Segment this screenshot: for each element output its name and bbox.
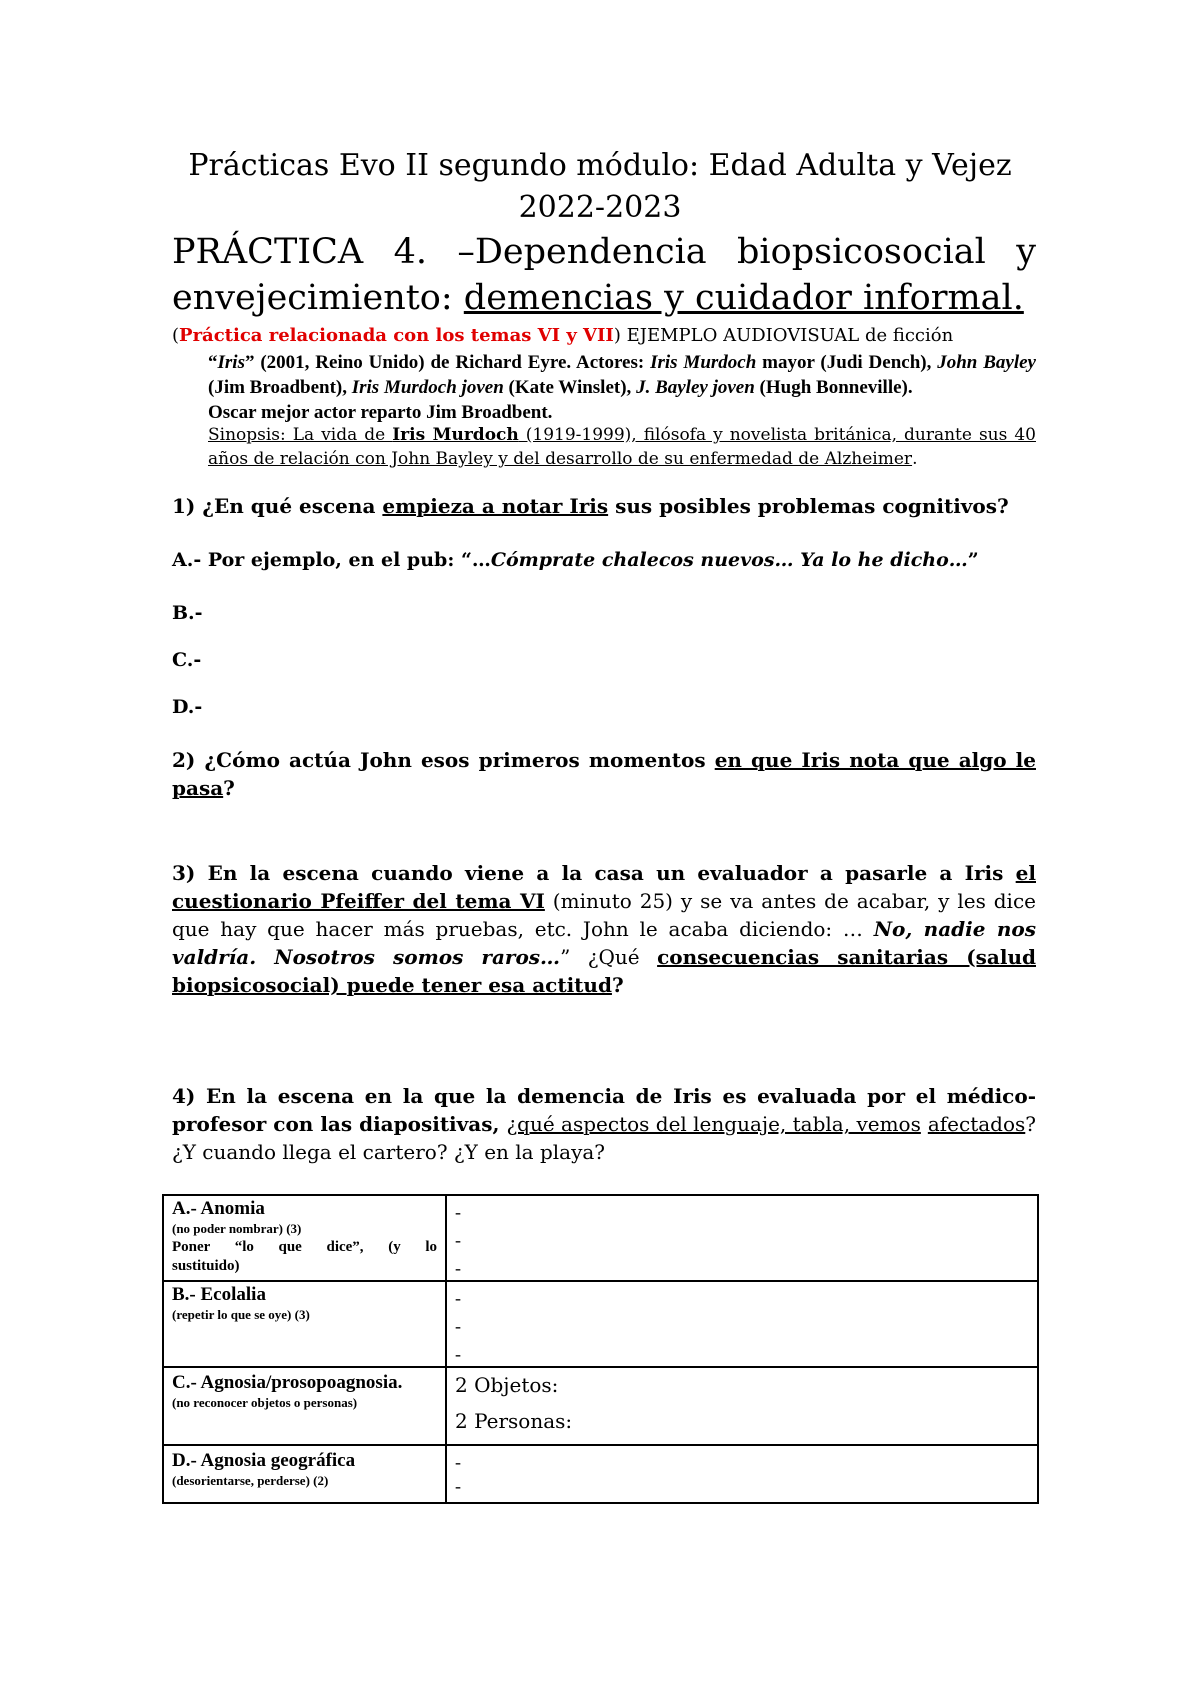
synopsis-period: . xyxy=(912,449,918,469)
question-underlined: el cuestionario Pfeiffer del tema VI xyxy=(172,861,1036,913)
language-aspects-table xyxy=(162,1194,1039,1504)
value-line: - xyxy=(455,1316,461,1336)
course-year: 2022-2023 xyxy=(518,190,682,225)
row-note: sustituido) xyxy=(172,1258,240,1274)
practice-title: PRÁCTICA 4. –Dependencia biopsicosocial y xyxy=(172,232,1036,272)
question-text: 2) ¿Cómo actúa John esos primeros momentos xyxy=(172,748,715,772)
table-row xyxy=(163,1281,1038,1367)
row-label xyxy=(163,1281,446,1367)
row-note: Poner “lo que dice”, (y lo xyxy=(172,1239,437,1255)
film-info: (Hugh Bonneville). xyxy=(754,377,913,398)
answer-quote: Cómprate chalecos nuevos… Ya lo he dicho… xyxy=(490,549,968,571)
actor-role: Iris Murdoch xyxy=(650,352,757,373)
row-label xyxy=(163,1445,446,1503)
practice-title-line2 xyxy=(172,274,1024,322)
related-topics-highlight: Práctica relacionada con los temas VI y VII xyxy=(179,325,614,346)
row-label xyxy=(163,1195,446,1281)
film-info: ” (2001, Reino Unido) de Richard Eyre. Actores: xyxy=(244,352,651,373)
value-line: - xyxy=(455,1230,461,1250)
actor-role: Iris Murdoch joven xyxy=(351,377,504,398)
value-line: - xyxy=(455,1476,461,1496)
question-text: ? xyxy=(223,776,235,800)
row-value xyxy=(446,1195,1038,1281)
table-row xyxy=(163,1445,1038,1503)
table-row xyxy=(163,1195,1038,1281)
film-info: (Kate Winslet), xyxy=(503,377,637,398)
actor-role: J. Bayley joven xyxy=(636,377,755,398)
value-line: - xyxy=(455,1452,461,1472)
answer-b: B.- xyxy=(172,602,203,624)
synopsis-name: Iris Murdoch xyxy=(392,425,519,445)
question-underlined: ¿qué aspectos del lenguaje, tabla, vemos xyxy=(506,1112,921,1136)
answer-c: C.- xyxy=(172,649,202,671)
practice-title-underlined: demencias y cuidador informal. xyxy=(463,278,1024,318)
question-text: sus posibles problemas cognitivos? xyxy=(608,494,1009,518)
question-text xyxy=(921,1112,928,1136)
synopsis xyxy=(208,423,1036,471)
answer-d: D.- xyxy=(172,696,203,718)
practice-title-plain: envejecimiento: xyxy=(172,278,464,318)
row-label xyxy=(163,1367,446,1445)
film-info: mayor (Judi Dench), xyxy=(756,352,938,373)
row-title: C.- Agnosia/prosopoagnosia. xyxy=(172,1372,403,1393)
answer-text: Por ejemplo, en el pub: “… xyxy=(207,549,491,571)
paren-close: ) xyxy=(613,325,621,346)
row-value xyxy=(446,1445,1038,1503)
synopsis-text: Sinopsis: La vida de xyxy=(208,425,393,445)
question-4 xyxy=(172,1082,1036,1166)
value-line: - xyxy=(455,1288,461,1308)
row-subtitle: (repetir lo que se oye) (3) xyxy=(172,1307,310,1322)
value-line: - xyxy=(455,1258,461,1278)
question-quote: No, nadie nos valdría. Nosotros somos raros… xyxy=(172,917,1036,969)
question-text: 3) En la escena cuando viene a la casa un evaluador a pasarle a Iris xyxy=(172,861,1016,885)
question-3 xyxy=(172,859,1036,999)
question-text: ” ¿Qué xyxy=(560,945,658,969)
synopsis-text: (1919-1999), filósofa y novelista británica, durante sus 40 años de relación con John Bayley y del desarrollo de su enfermedad de Alzheimer xyxy=(208,425,1036,469)
oscar-note: Oscar mejor actor reparto Jim Broadbent. xyxy=(208,402,553,423)
audiovisual-label: EJEMPLO AUDIOVISUAL de ficción xyxy=(620,325,954,346)
row-subtitle: (no poder nombrar) (3) xyxy=(172,1221,302,1236)
answer-text: ” xyxy=(967,549,979,571)
row-value xyxy=(446,1367,1038,1445)
row-value xyxy=(446,1281,1038,1367)
actor-role: John Bayley xyxy=(937,352,1036,373)
value-line: - xyxy=(455,1344,461,1364)
film-details xyxy=(208,350,1036,425)
film-info: (Jim Broadbent), xyxy=(208,377,352,398)
value-line: 2 Objetos: xyxy=(455,1373,559,1397)
related-topics-line xyxy=(172,323,953,349)
value-line: 2 Personas: xyxy=(455,1409,573,1433)
row-title: B.- Ecolalia xyxy=(172,1284,266,1305)
question-2 xyxy=(172,746,1036,802)
question-text: 4) En la escena en la que la demencia de Iris es evaluada por el médico-profesor con las diapositivas, xyxy=(172,1084,1036,1136)
value-line: - xyxy=(455,1202,461,1222)
question-underlined: empieza a notar Iris xyxy=(382,494,609,518)
question-underlined: afectados xyxy=(927,1112,1026,1136)
quote-open: “ xyxy=(208,352,218,373)
question-text: (minuto 25) y se va antes de acabar, y les dice que hay que hacer más pruebas, etc. John le acaba diciendo: … xyxy=(172,889,1036,941)
course-title: Prácticas Evo II segundo módulo: Edad Adulta y Vejez xyxy=(188,148,1012,183)
answer-a xyxy=(172,547,979,573)
question-text: ? xyxy=(611,973,624,997)
question-1 xyxy=(172,492,1036,520)
question-underlined: en que Iris nota que algo le pasa xyxy=(172,748,1036,800)
row-subtitle: (desorientarse, perderse) (2) xyxy=(172,1473,329,1488)
question-text: ? ¿Y cuando llega el cartero? ¿Y en la playa? xyxy=(172,1112,1036,1164)
question-text: 1) ¿En qué escena xyxy=(172,494,383,518)
answer-label: A.- xyxy=(172,549,208,571)
film-title: Iris xyxy=(217,352,245,373)
table-row xyxy=(163,1367,1038,1445)
row-title: A.- Anomia xyxy=(172,1198,265,1219)
paren-open: ( xyxy=(172,325,180,346)
row-subtitle: (no reconocer objetos o personas) xyxy=(172,1395,358,1410)
row-title: D.- Agnosia geográfica xyxy=(172,1450,356,1471)
question-underlined: consecuencias sanitarias (salud biopsicosocial) puede tener esa actitud xyxy=(172,945,1036,997)
